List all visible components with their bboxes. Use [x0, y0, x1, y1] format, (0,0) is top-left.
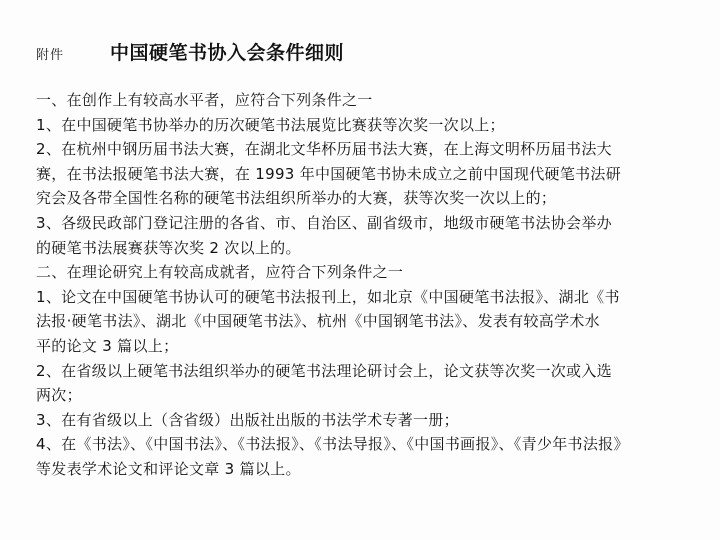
theory-item-1-cont-2: 平的论文 3 篇以上； — [36, 336, 179, 355]
theory-item-2-cont: 两次； — [36, 386, 82, 405]
section-heading-creation: 一、在创作上有较高水平者，应符合下列条件之一 — [36, 91, 373, 109]
theory-item-1-cont-1: 法报·硬笔书法》、湖北《中国硬笔书法》、杭州《中国钢笔书法》、发表有较高学术水 — [36, 312, 600, 331]
section-heading-theory: 二、在理论研究上有较高成就者，应符合下列条件之一 — [36, 263, 404, 282]
creation-item-3-cont: 的硬笔书法展赛获等次奖 2 次以上的。 — [36, 238, 301, 257]
theory-item-4-cont: 等发表学术论文和评论文章 3 篇以上。 — [36, 459, 301, 478]
theory-item-2: 2、在省级以上硬笔书法组织举办的硬笔书法理论研讨会上，论文获等次奖一次或入选 — [36, 361, 612, 380]
creation-item-3: 3、各级民政部门登记注册的各省、市、自治区、副省级市，地级市硬笔书法协会举办 — [36, 213, 612, 232]
creation-item-2: 2、在杭州中钢历届书法大赛，在湖北文华杯历届书法大赛，在上海文明杯历届书法大 — [36, 140, 612, 159]
theory-item-4: 4、在《书法》、《中国书法》、《书法报》、《书法导报》、《中国书画报》、《青少年书法报》 — [36, 435, 629, 454]
creation-item-2-cont-1: 赛，在书法报硬笔书法大赛，在 1993 年中国硬笔书协未成立之前中国现代硬笔书法研 — [36, 164, 622, 183]
document-title: 中国硬笔书协入会条件细则 — [110, 42, 345, 64]
creation-item-1: 1、在中国硬笔书协举办的历次硬笔书法展览比赛获等次奖一次以上； — [36, 115, 505, 134]
attachment-label: 附件 — [36, 48, 65, 63]
creation-item-2-cont-2: 究会及各带全国性名称的硬笔书法组织所举办的大赛，获等次奖一次以上的； — [36, 189, 557, 208]
document-body — [36, 88, 706, 482]
document-header — [36, 38, 696, 66]
theory-item-3: 3、在有省级以上（含省级）出版社出版的书法学术专著一册； — [36, 410, 459, 429]
theory-item-1: 1、论文在中国硬笔书协认可的硬笔书法报刊上，如北京《中国硬笔书法报》、湖北《书 — [36, 287, 620, 306]
